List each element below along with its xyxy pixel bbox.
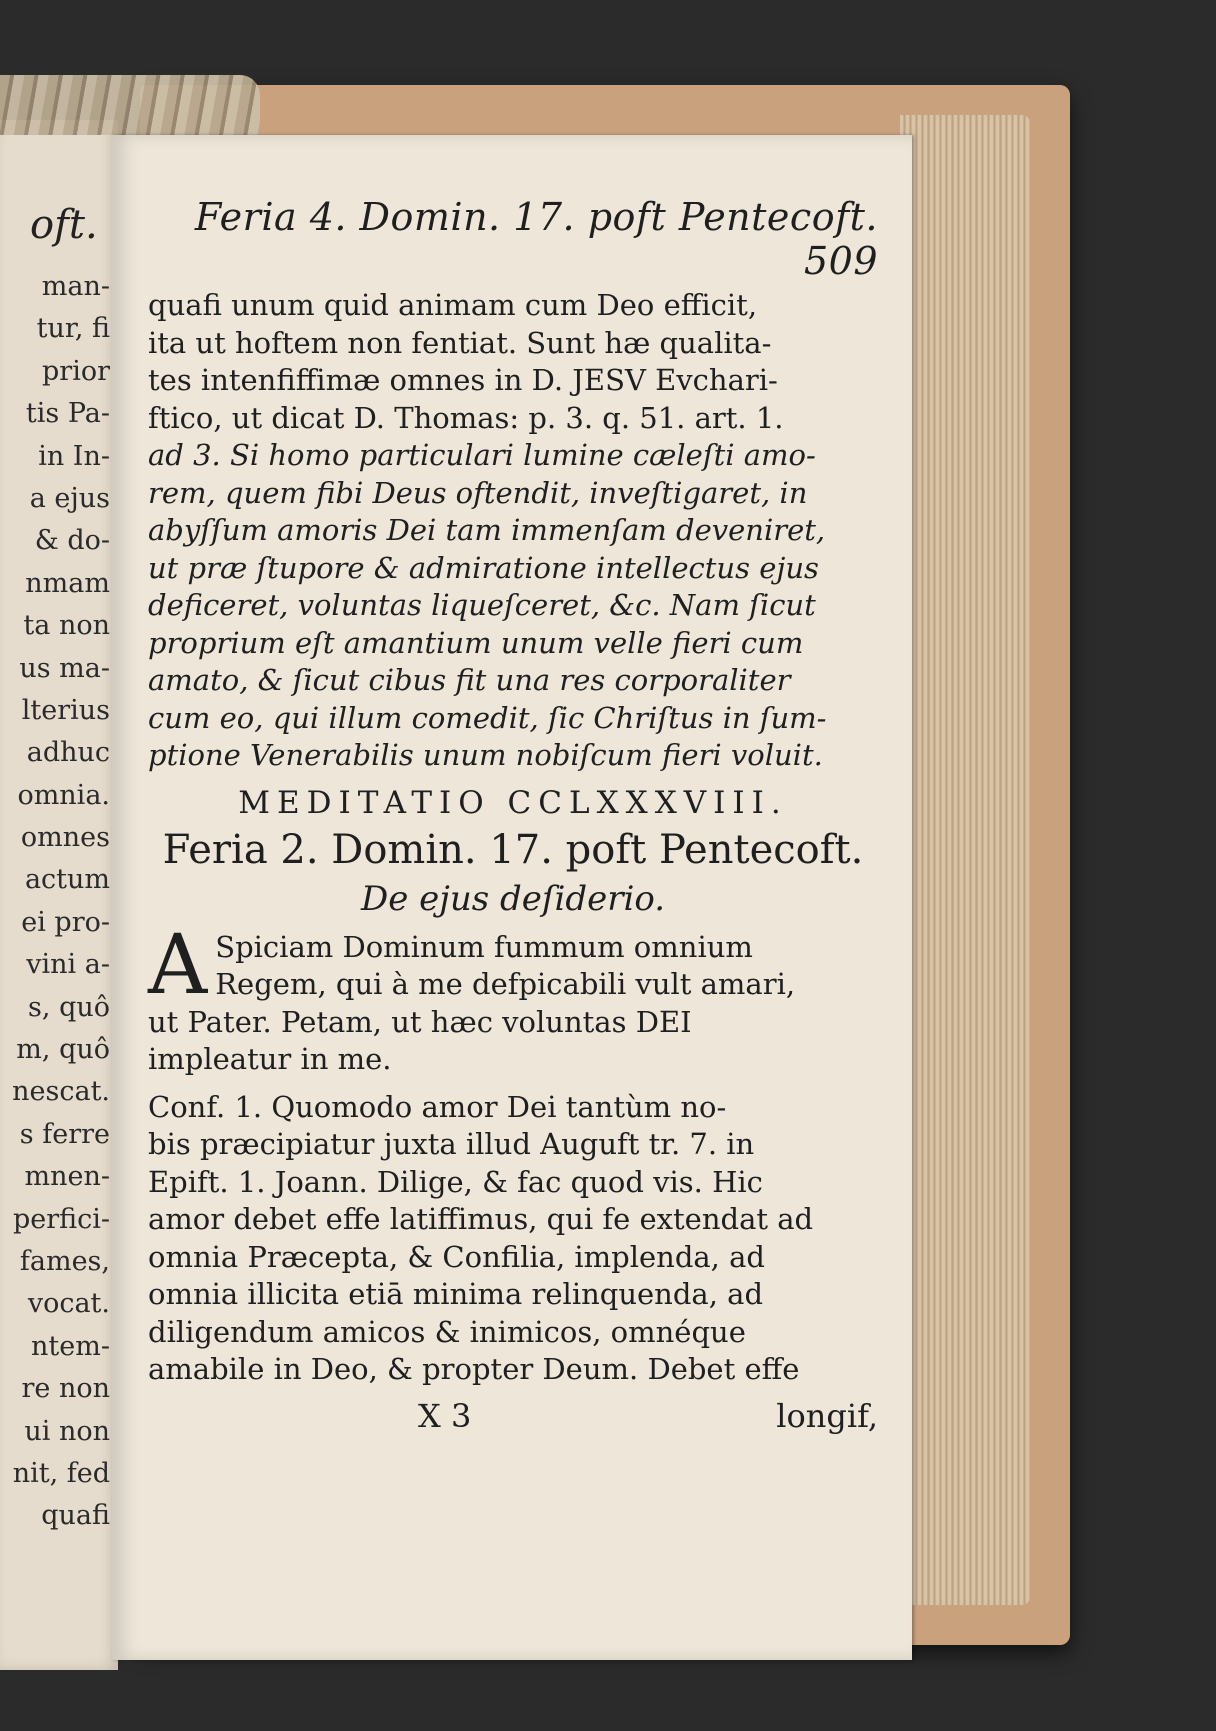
left-line-fragment: tur, fi	[36, 313, 110, 345]
text-line: ftico, ut dicat D. Thomas: p. 3. q. 51. art. 1.	[148, 400, 784, 435]
left-line-fragment: a ejus	[29, 482, 110, 514]
text-line: rem, quem fibi Deus oftendit, inveſtigaret, in	[148, 475, 808, 510]
left-line-fragment: quafi	[41, 1500, 110, 1532]
body-text-cap	[148, 917, 878, 1079]
left-line-fragment: lterius	[21, 694, 110, 726]
left-line-fragment: & do-	[34, 525, 110, 557]
text-line: ptione Venerabilis unum nobiſcum fieri voluit.	[148, 738, 823, 772]
left-line-fragment: omnia.	[17, 779, 110, 811]
text-line: bis præcipiatur juxta illud Auguft tr. 7. in	[148, 1127, 755, 1161]
page-edges	[900, 115, 1030, 1605]
left-line-fragment: actum	[24, 864, 110, 896]
text-line: Epift. 1. Joann. Dilige, & fac quod vis. Hic	[148, 1164, 763, 1199]
text-line: impleatur in me.	[148, 1042, 392, 1076]
meditatio-heading: MEDITATIO CCLXXXVIII.	[238, 784, 788, 821]
text-block	[148, 195, 878, 1435]
left-line-fragment: perfici-	[12, 1203, 110, 1235]
left-line-fragment: nescat.	[12, 1076, 110, 1108]
left-line-fragment: man-	[41, 271, 110, 302]
left-line-fragment: fames,	[19, 1245, 110, 1277]
body-text-top	[148, 287, 878, 775]
left-line-fragment: mnen-	[24, 1161, 110, 1193]
left-line-fragment: adhuc	[26, 737, 110, 769]
left-line-fragment: ui non	[24, 1415, 110, 1447]
left-line-fragment: vini a-	[26, 949, 110, 981]
body-text-bottom	[148, 1089, 878, 1389]
text-line: amato, & ſicut cibus fit una res corporaliter	[148, 663, 791, 697]
left-line-fragment: tis Pa-	[25, 398, 110, 430]
text-line: ut præ ſtupore & admiratione intellectus ejus	[148, 550, 819, 585]
text-line: Spiciam Dominum fummum omnium	[215, 929, 753, 964]
left-line-fragment: us ma-	[19, 652, 110, 684]
left-line-fragment: m, quô	[16, 1034, 110, 1066]
left-running-head-fragment: oft.	[30, 202, 98, 248]
left-page	[0, 120, 118, 1670]
text-line: omnia Præcepta, & Confilia, implenda, ad	[148, 1239, 765, 1274]
text-line: Conf. 1. Quomodo amor Dei tantùm no-	[148, 1089, 727, 1124]
text-line: quafi unum quid animam cum Deo efficit,	[148, 288, 758, 322]
text-line: Regem, qui à me defpicabili vult amari,	[215, 967, 796, 1001]
section-subtitle: De ejus deſiderio.	[360, 878, 666, 919]
signature-mark: X 3	[418, 1396, 472, 1435]
left-line-fragment: prior	[42, 355, 110, 387]
text-line: amor debet effe latiffimus, qui fe extendat ad	[148, 1202, 814, 1236]
page-footer	[148, 1397, 878, 1435]
left-line-fragment: nit, fed	[12, 1457, 110, 1489]
left-line-fragment: nmam	[25, 567, 110, 599]
catchword: longif,	[776, 1396, 878, 1435]
initial-paragraph	[148, 917, 878, 1079]
text-line: amabile in Deo, & propter Deum. Debet effe	[148, 1352, 800, 1386]
text-line: ut Pater. Petam, ut hæc voluntas DEI	[148, 1004, 692, 1039]
left-line-fragment: ei pro-	[21, 906, 110, 938]
left-line-fragment: in In-	[38, 440, 110, 472]
text-line: ita ut hoftem non fentiat. Sunt hæ qualita-	[148, 325, 772, 360]
text-line: ad 3. Si homo particulari lumine cæleſti amo-	[148, 438, 816, 472]
feria-heading: Feria 2. Domin. 17. poft Pentecoft.	[162, 826, 864, 873]
left-line-fragment: vocat.	[27, 1288, 110, 1320]
left-line-fragment: s ferre	[19, 1118, 110, 1150]
drop-cap: A	[148, 917, 208, 1013]
left-line-fragment: ta non	[23, 610, 110, 642]
running-head: Feria 4. Domin. 17. poft Pentecoft. 509	[194, 195, 878, 283]
text-line: proprium eſt amantium unum velle fieri cum	[148, 625, 804, 660]
text-line: tes intenfiffimæ omnes in D. JESV Evchari-	[148, 363, 778, 397]
left-line-fragments	[10, 266, 110, 1538]
left-line-fragment: omnes	[20, 822, 110, 854]
binding-strip	[0, 75, 260, 135]
text-line: abyſſum amoris Dei tam immenſam deveniret,	[148, 513, 826, 547]
text-line: deficeret, voluntas liqueſceret, &c. Nam ſicut	[148, 588, 816, 622]
text-line: omnia illicita etiā minima relinquenda, ad	[148, 1277, 764, 1311]
text-line: cum eo, qui illum comedit, ſic Chriſtus in ſum-	[148, 700, 827, 735]
left-line-fragment: re non	[21, 1373, 110, 1405]
right-page	[112, 135, 912, 1660]
left-line-fragment: s, quô	[28, 991, 110, 1023]
text-line: diligendum amicos & inimicos, omnéque	[148, 1314, 746, 1349]
left-line-fragment: ntem-	[31, 1330, 110, 1362]
